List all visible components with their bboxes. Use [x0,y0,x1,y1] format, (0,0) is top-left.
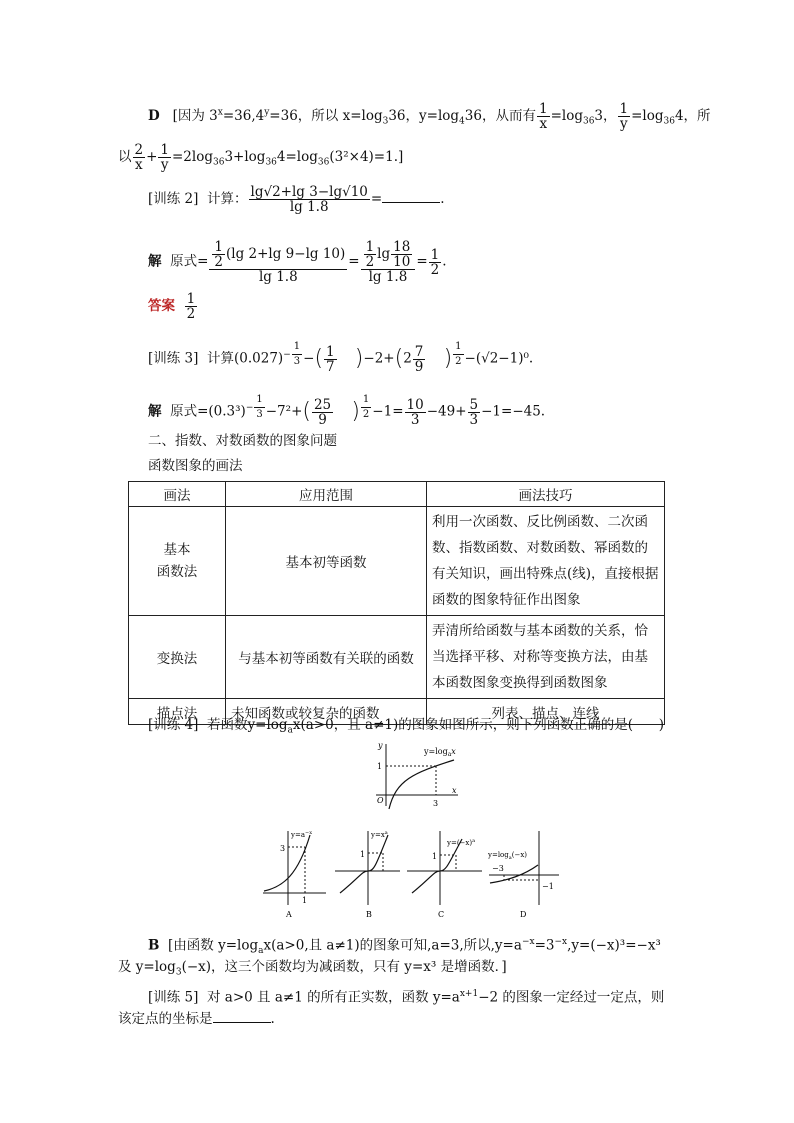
option-c-caption: C [438,910,445,919]
option-c-graph [402,825,487,920]
svg-text:y=xa: $y=x^a$ [371,830,388,839]
table-cell: 与基本初等函数有关联的函数 [226,616,427,699]
main-graph [358,740,468,810]
svg-text:1: 1 [360,850,366,859]
table-cell: 列表、描点、连线 [427,699,665,725]
option-b-caption: B [366,910,372,919]
train5-question: [训练 5] 对 a>0 且 a≠1 的所有正实数，函数 $y=a^{x+1}-2$ 的图象一定经过一定点，则 [148,989,665,1006]
svg-text:1: 1 [377,762,383,771]
svg-text:−3: −3 [492,864,504,873]
table-cell: 描点法 [129,699,226,725]
answer-blank [213,1010,271,1023]
option-a-graph [258,825,328,920]
answer-b-line1: B [由函数 $y=\log_ax(a>0$,且 a≠1)的图象可知,a=3,所以$,y=a^{-x}=3^{-x},y=(-x)^3=-x^3$ [148,937,661,957]
svg-text:y=a−x: $y=a^{-x}$ [291,830,313,839]
main-graph-label: $y=\log_ax$ [424,747,456,758]
table-cell: 变换法 [129,616,226,699]
option-b-graph [330,825,405,920]
train2-label: [训练 2] [148,191,199,207]
train3-solution: 解 原式$=(0.3^3)^{- \frac{1}{3}}$ −7²+( $\frac{25}{9}$ ) $^{\frac{1}{2}}$ −1= $\frac{10}{3}$ −49+ $\frac{5}{3}$ −1=−45. [148,394,546,428]
option-a-caption: A [286,910,292,919]
svg-text:3: 3 [433,799,439,808]
table-cell: 弄清所给函数与基本函数的关系，恰当选择平移、对称等变换方法，由基本函数图象变换得到函数图象 [427,616,665,699]
train4-question: [训练 4] 若函数$y=\log_ax(a>0$，且 a≠1)的图象如图所示，则下列函数正确的是( ) [148,717,665,736]
svg-text:y: y [378,741,383,750]
table-cell: 未知函数或较复杂的函数 [226,699,427,725]
table-cell: 基本初等函数 [226,507,427,616]
option-d-graph [484,825,564,920]
table-header: 画法 [129,482,226,507]
svg-text:y=loga(−x): $y=\log_a(-x)$ [488,851,528,861]
svg-text:3: 3 [280,844,286,853]
answer-blank [382,190,440,203]
answer-d-line1: D [因为 $3^x=36,4^y=36$，所以 $x=\log_336$，$y=\log_436$，从而有 $\frac{1}{x}$ $=\log_{36}3$， $\frac{1}{y}$ $=\log_{36}4$，所 [148,101,711,132]
train2-question: [训练 2] 计算： $\frac{\lg√2+\lg 3-\lg√10}{\lg 1.8}$ = . [148,184,445,215]
svg-text:y=(−x)a: $y=(-x)^a$ [447,838,476,847]
svg-text:−1: −1 [542,882,554,891]
methods-table [128,481,665,725]
answer-d-line2: 以 $\frac{2}{x}$ + $\frac{1}{y}$ $=2\log_{36}3+\log_{36}4=\log_{36}(3^2\times 4)=1$.] [118,142,404,173]
answer-letter: D [148,108,160,124]
table-header: 画法技巧 [427,482,665,507]
train3-question: [训练 3] 计算$(0.027)^{- \frac{1}{3}}$ −( $\frac{1}{7}$ )−2+(2 $\frac{7}{9}$ ) $^{\frac{1}{2}}$ −(√2−1)⁰. [148,341,534,375]
svg-text:x: x [452,786,457,795]
log-curve [389,760,454,809]
section-heading: 二、指数、对数函数的图象问题 [148,433,337,449]
table-cell: 基本 函数法 [129,507,226,616]
table-header: 应用范围 [226,482,427,507]
section-subheading: 函数图象的画法 [148,458,243,474]
train5-line2: 该定点的坐标是 . [118,1011,275,1027]
svg-text:1: 1 [302,896,308,905]
train2-answer: 答案 $\frac{1}{2}$ [148,291,196,322]
svg-text:1: 1 [432,852,438,861]
option-d-caption: D [520,910,527,919]
train2-solution: 解 原式= $\frac{1}{2}$ (lg 2+lg 9−lg 10) lg 1.8 = $\frac{1}{2}$ lg $\frac{18}{10}$ lg 1.8 = $\frac{1}{2}$ . [148,239,447,285]
answer-b-line2: 及 $y=\log_3(-x)$，这三个函数均为减函数，只有 y=x³ 是增函数．] [118,959,507,978]
table-cell: 利用一次函数、反比例函数、二次函数、指数函数、对数函数、幂函数的有关知识，画出特殊点(线)，直接根据函数的图象特征作出图象 [427,507,665,616]
svg-text:O: O [377,796,384,805]
